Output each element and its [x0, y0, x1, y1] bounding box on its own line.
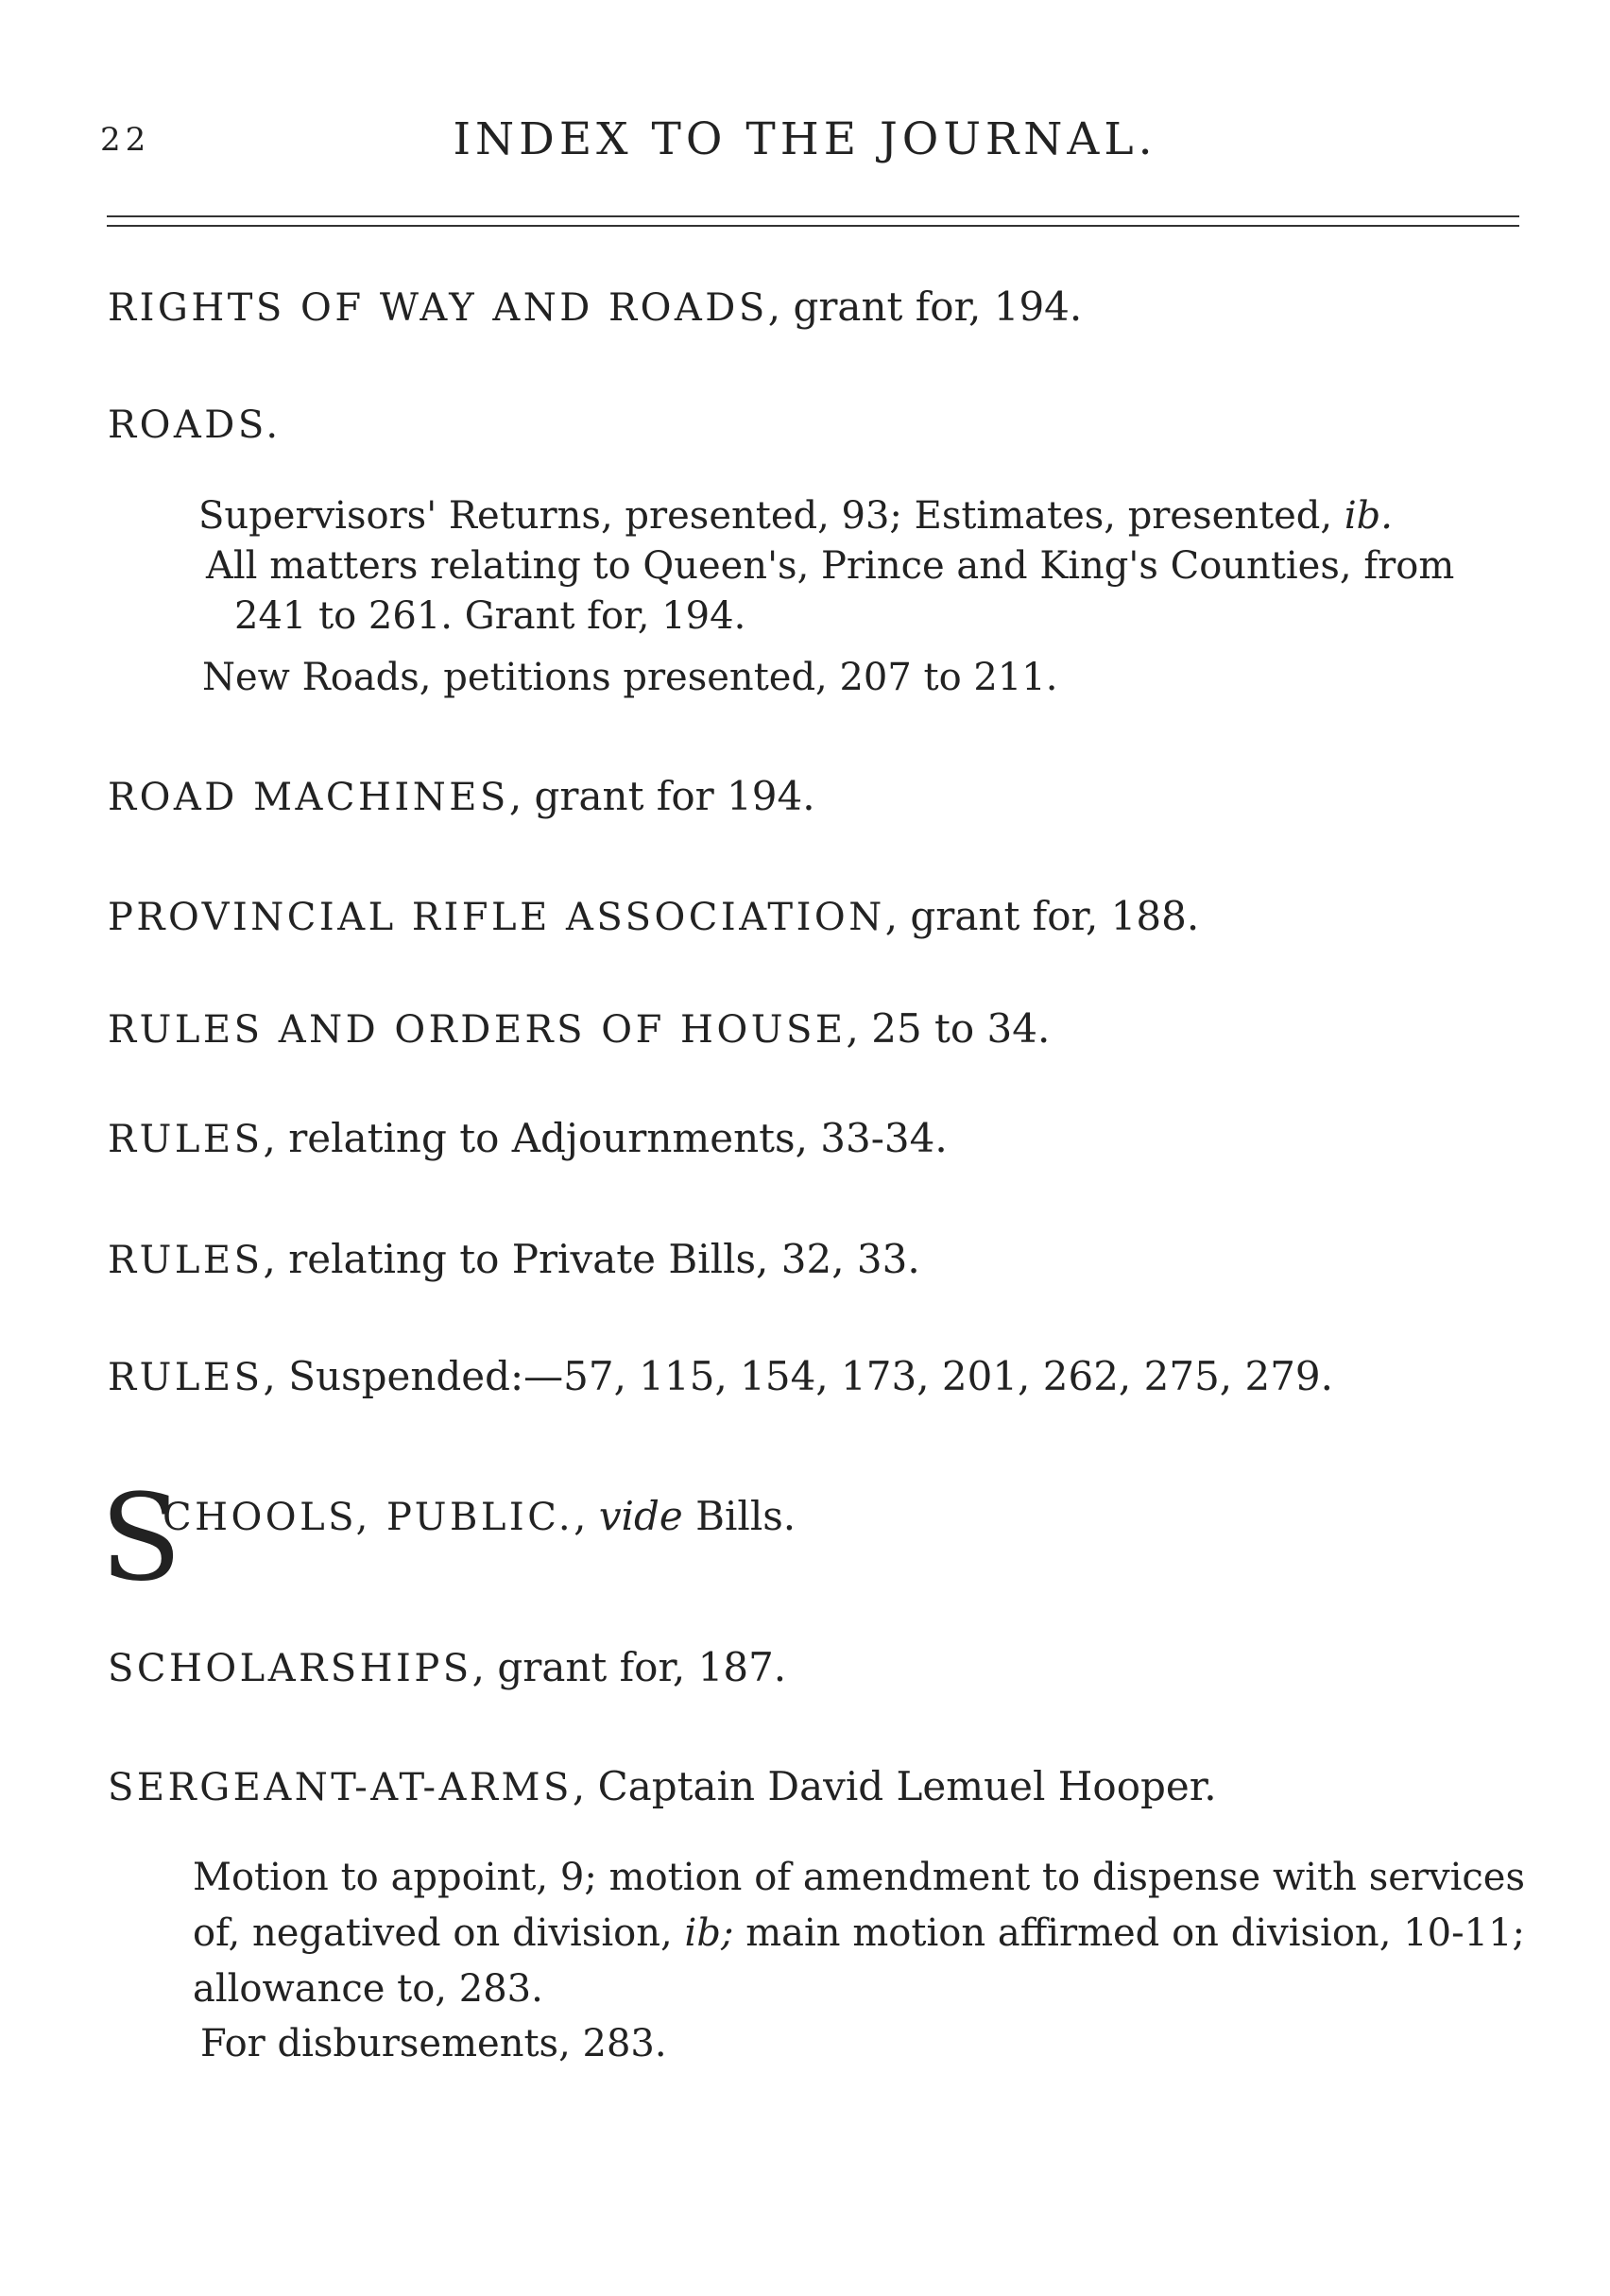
entry-sergeant-at-arms [108, 1763, 1217, 1809]
page-title: INDEX TO THE JOURNAL. [453, 113, 1157, 165]
entry-head: PROVINCIAL RIFLE ASSOCIATION [108, 896, 885, 939]
entry-text: , relating to Adjournments, 33-34. [263, 1115, 948, 1161]
entry-head: RIGHTS OF WAY AND ROADS [108, 286, 768, 330]
entry-text: , relating to Private Bills, 32, 33. [263, 1236, 920, 1282]
para-text-b: main motion affirmed on division, 10-11; allowance to, 283. [193, 1911, 1525, 2011]
ib-ref: ib; [684, 1911, 734, 1955]
entry-head: SERGEANT-AT-ARMS [108, 1766, 573, 1809]
entry-rules-adjournments [108, 1115, 948, 1161]
entry-head: ROADS. [108, 403, 282, 447]
entry-head: RULES [108, 1356, 264, 1399]
entry-head: RULES [108, 1118, 264, 1161]
roads-item-1 [198, 494, 1393, 538]
entry-head: CHOOLS, PUBLIC. [163, 1496, 574, 1539]
schools-drop-cap: S [100, 1468, 182, 1607]
roads-item-4: New Roads, petitions presented, 207 to 211. [202, 656, 1058, 699]
entry-text: , grant for, 188. [884, 893, 1200, 939]
vide-ref: vide [598, 1493, 683, 1539]
entry-text: , grant for, 194. [767, 283, 1083, 330]
entry-text: , grant for, 187. [471, 1644, 787, 1690]
entry-rights-of-way [108, 283, 1082, 330]
entry-text: Bills. [682, 1493, 796, 1539]
roads-item-3: 241 to 261. Grant for, 194. [234, 594, 746, 638]
entry-head: SCHOLARSHIPS [108, 1647, 472, 1690]
page-number: 22 [100, 121, 151, 159]
header-rule-top [107, 215, 1519, 217]
ib-ref: ib. [1344, 494, 1393, 538]
entry-provincial-rifle [108, 893, 1199, 939]
entry-text: , Captain David Lemuel Hooper. [572, 1763, 1217, 1809]
item-text: Supervisors' Returns, presented, 93; Estimates, presented, [198, 494, 1345, 538]
para-text-a: Motion to appoint, 9; motion of amendment to dispense with services of, negatived on division, [193, 1856, 1525, 1955]
entry-rules-orders [108, 1005, 1050, 1052]
entry-sep: , [574, 1493, 599, 1539]
roads-item-2: All matters relating to Queen's, Prince and King's Counties, from [206, 544, 1455, 588]
entry-head: RULES [108, 1239, 264, 1282]
entry-rules-private-bills [108, 1236, 920, 1282]
header-rule-bottom [107, 225, 1519, 227]
entry-roads-head [108, 401, 282, 447]
entry-schools [163, 1493, 796, 1539]
entry-scholarships [108, 1644, 786, 1690]
sergeant-paragraph [193, 1850, 1525, 2017]
entry-head: RULES AND ORDERS OF HOUSE [108, 1008, 847, 1052]
entry-text: , Suspended:—57, 115, 154, 173, 201, 262, 275, 279. [263, 1353, 1334, 1399]
entry-text: , 25 to 34. [846, 1005, 1051, 1052]
entry-text: , grant for 194. [508, 773, 815, 819]
sergeant-disbursements: For disbursements, 283. [200, 2022, 667, 2065]
entry-head: ROAD MACHINES [108, 776, 509, 819]
entry-road-machines [108, 773, 815, 819]
entry-rules-suspended [108, 1353, 1333, 1399]
